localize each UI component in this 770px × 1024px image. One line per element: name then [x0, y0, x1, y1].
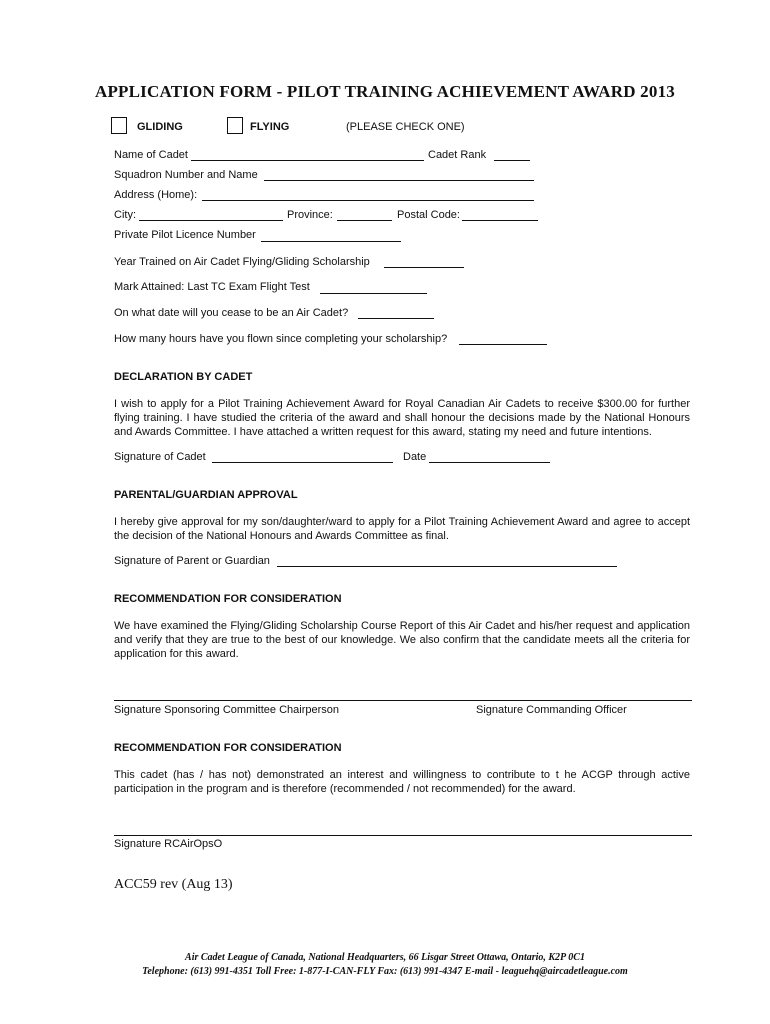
recommendation-text-2: This cadet (has / has not) demonstrated an interest and willingness to contribute to t he ACGP through active participation in the program and is therefore (recommended / not recommended) for the award. [114, 769, 690, 795]
year-trained-label: Year Trained on Air Cadet Flying/Gliding Scholarship [114, 256, 370, 268]
parent-signature-field[interactable] [277, 554, 617, 567]
address-field[interactable] [202, 188, 534, 201]
licence-label: Private Pilot Licence Number [114, 229, 256, 241]
cadet-rank-field[interactable] [494, 148, 530, 161]
commanding-officer-signature-label: Signature Commanding Officer [476, 704, 627, 716]
recommendation-heading-2: RECOMMENDATION FOR CONSIDERATION [114, 742, 342, 754]
cease-date-field[interactable] [358, 306, 434, 319]
cadet-signature-label: Signature of Cadet [114, 451, 206, 463]
signature-line-2[interactable] [114, 835, 692, 836]
cadet-signature-field[interactable] [212, 450, 393, 463]
postal-code-field[interactable] [462, 208, 538, 221]
declaration-text: I wish to apply for a Pilot Training Achievement Award for Royal Canadian Air Cadets to receive $300.00 for further flying training. I have studied the criteria of the award and shall honour the decisions made by the National Honours and Awards Committee. I have attached a written request for this award, stating my need and future intentions. [114, 398, 690, 438]
recommendation-text-1: We have examined the Flying/Gliding Scholarship Course Report of this Air Cadet and his/her request and application and verify that they are true to the best of our knowledge. We also confirm that the candidate meets all the criteria for application for this award. [114, 620, 690, 660]
parental-heading: PARENTAL/GUARDIAN APPROVAL [114, 489, 298, 501]
sponsoring-chair-signature-label: Signature Sponsoring Committee Chairperson [114, 704, 340, 716]
squadron-field[interactable] [264, 168, 534, 181]
city-field[interactable] [139, 208, 283, 221]
gliding-label: GLIDING [137, 121, 183, 133]
declaration-heading: DECLARATION BY CADET [114, 371, 253, 383]
check-one-note: (PLEASE CHECK ONE) [346, 121, 465, 133]
mark-attained-field[interactable] [320, 281, 427, 294]
parent-signature-label: Signature of Parent or Guardian [114, 555, 270, 567]
flying-label: FLYING [250, 121, 290, 133]
licence-field[interactable] [261, 229, 401, 242]
gliding-checkbox[interactable] [111, 117, 127, 134]
postal-code-label: Postal Code: [397, 209, 460, 221]
province-label: Province: [287, 209, 333, 221]
name-of-cadet-field[interactable] [191, 148, 424, 161]
flying-checkbox[interactable] [227, 117, 243, 134]
cadet-rank-label: Cadet Rank [428, 149, 487, 161]
footer-address: Air Cadet League of Canada, National Headquarters, 66 Lisgar Street Ottawa, Ontario, K2P 0C1 [185, 952, 585, 963]
mark-attained-label: Mark Attained: Last TC Exam Flight Test [114, 281, 310, 293]
cease-date-label: On what date will you cease to be an Air Cadet? [114, 307, 349, 319]
city-label: City: [114, 209, 136, 221]
form-title: APPLICATION FORM - PILOT TRAINING ACHIEVEMENT AWARD 2013 [95, 82, 675, 101]
parental-text: I hereby give approval for my son/daughter/ward to apply for a Pilot Training Achievement Award and agree to accept the decision of the National Honours and Awards Committee as final. [114, 516, 690, 542]
year-trained-field[interactable] [384, 255, 464, 268]
recommendation-heading-1: RECOMMENDATION FOR CONSIDERATION [114, 593, 342, 605]
address-label: Address (Home): [114, 189, 198, 201]
name-of-cadet-label: Name of Cadet [114, 149, 188, 161]
date-field[interactable] [429, 450, 550, 463]
province-field[interactable] [337, 208, 392, 221]
rcairopso-signature-label: Signature RCAirOpsO [114, 838, 223, 850]
date-label: Date [403, 451, 427, 463]
squadron-label: Squadron Number and Name [114, 169, 258, 181]
hours-flown-field[interactable] [459, 332, 547, 345]
form-id: ACC59 rev (Aug 13) [114, 877, 233, 892]
hours-flown-label: How many hours have you flown since completing your scholarship? [114, 333, 448, 345]
signature-line-1[interactable] [114, 700, 692, 701]
footer-contact: Telephone: (613) 991-4351 Toll Free: 1-877-I-CAN-FLY Fax: (613) 991-4347 E-mail - leaguehq@aircadetleague.com [142, 966, 628, 977]
